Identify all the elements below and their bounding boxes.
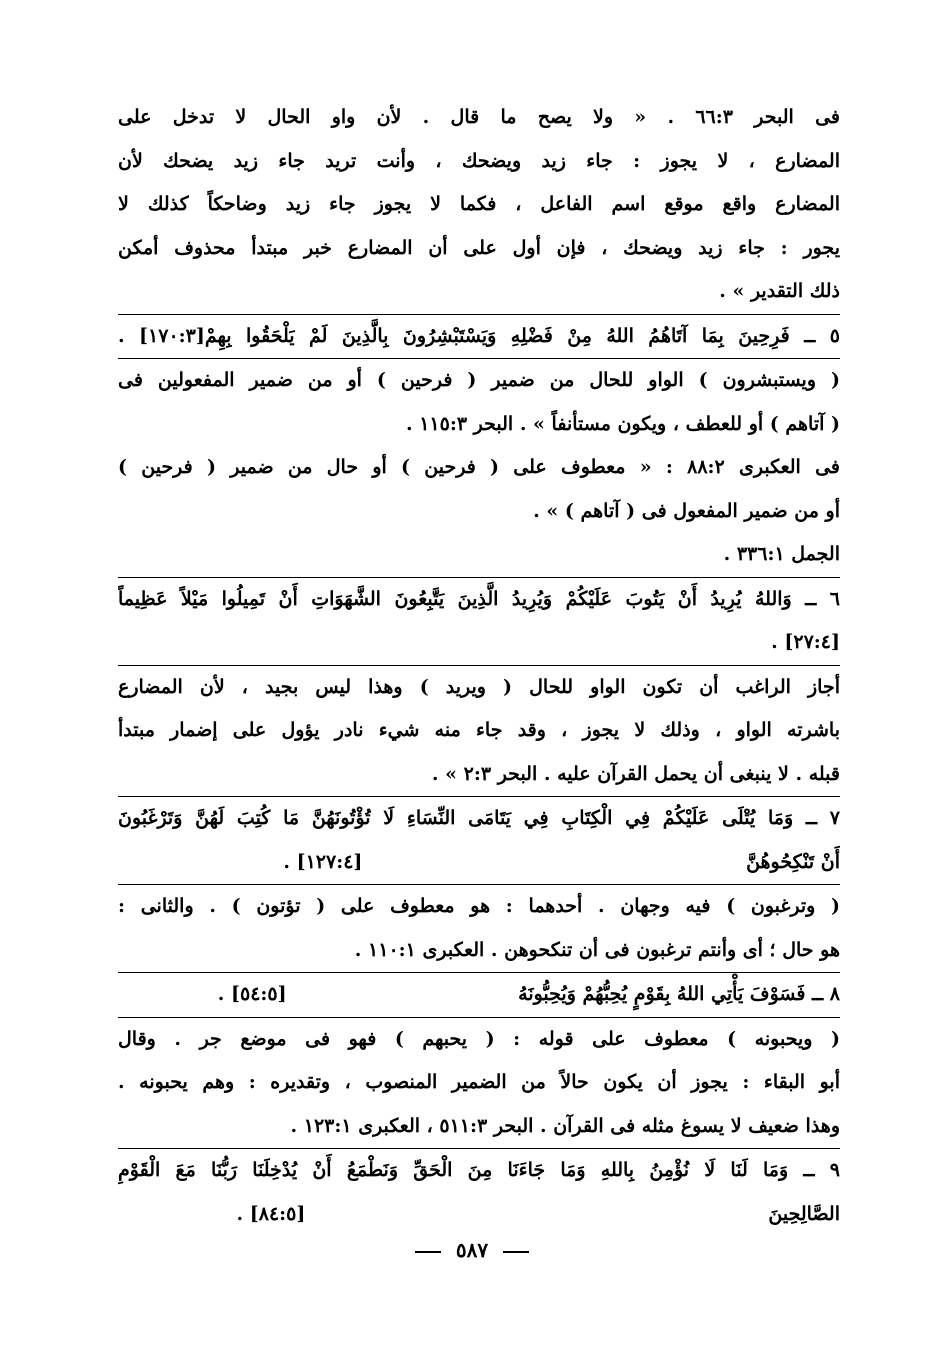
verse-9 (118, 1149, 840, 1236)
verse-line: الصَّالِحِينَ [٨٤:٥] . (236, 1202, 840, 1225)
verse-line: أَنْ تَنْكِحُوهُنَّ [١٢٧:٤] . (283, 850, 840, 873)
verse-line: ٥ ــ فَرِحِينَ بِمَا آتَاهُمُ اللهُ مِنْ فَضْلِهِ وَيَسْتَبْشِرُونَ بِالَّذِينَ لَمْ يَلْحَقُوا بِهِمْ[١٧٠:٣] . (118, 324, 840, 347)
text-line: فى العكبرى ٨٨:٢ : « معطوف على ( فرحين ) أو حال من ضمير ( فرحين ) (118, 456, 840, 478)
verse-line: [٢٧:٤] . (771, 631, 840, 653)
verse-line: ٦ ــ وَاللهُ يُرِيدُ أَنْ يَتُوبَ عَلَيْكُمْ وَيُرِيدُ الَّذِينَ يَتَّبِعُونَ الشَّهَوَاتِ أَنْ تَمِيلُوا مَيْلاً عَظِيماً (118, 587, 840, 610)
text-line: أجاز الراغب أن تكون الواو للحال ( ويريد ) وهذا ليس بجيد ، لأن المضارع (118, 675, 840, 698)
para-verse-7-commentary (118, 885, 840, 972)
verse-8 (118, 973, 840, 1017)
para-bahr-quote (118, 96, 840, 314)
text-line: ( ويحبونه ) معطوف على قوله : ( يحبهم ) فهو فى موضع جر . وقال (118, 1027, 840, 1050)
text-line: ذلك التقدير » . (719, 280, 840, 302)
verse-7 (118, 797, 840, 884)
text-line: ( آتاهم ) أو للعطف ، ويكون مستأنفاً » . البحر ١١٥:٣ . (405, 412, 840, 435)
para-verse-8-commentary (118, 1018, 840, 1149)
page-number: ٥٨٧ (455, 1238, 489, 1262)
text-line: أبو البقاء : يجوز أن يكون حالاً من الضمير المنصوب ، وتقديره : وهم يحبونه . (118, 1071, 840, 1093)
para-verse-5-commentary (118, 359, 840, 446)
text-line: قبله . لا ينبغى أن يحمل القرآن عليه . البحر ٢:٣ » . (431, 762, 840, 785)
verse-6 (118, 578, 840, 665)
text-line: باشرته الواو ، وذلك لا يجوز ، وقد جاء منه شيء نادر يؤول على إضمار مبتدأ (118, 719, 840, 741)
page-footer (0, 1238, 944, 1262)
verse-5 (118, 315, 840, 359)
text-line: الجمل ٣٣٦:١ . (723, 543, 840, 565)
footer-dash (415, 1251, 441, 1253)
verse-line: ٩ ــ وَمَا لَنَا لَا نُؤْمِنُ بِاللهِ وَمَا جَاءَنَا مِنَ الْحَقِّ وَنَطْمَعُ أَنْ يُدْخِلَنَا رَبُّنَا مَعَ الْقَوْمِ (118, 1159, 840, 1181)
text-line: أو من ضمير المفعول فى ( آتاهم ) » . (533, 499, 840, 522)
para-verse-6-commentary (118, 666, 840, 797)
footer-dash (503, 1251, 529, 1253)
para-jamal-ref (118, 533, 840, 577)
text-line: المضارع واقع موقع اسم الفاعل ، فكما لا يجوز جاء زيد وضاحكاً كذلك لا (118, 193, 840, 215)
text-line: يجور : جاء زيد ويضحك ، فإن أول على أن المضارع خبر مبتدأ محذوف أمكن (118, 236, 840, 259)
para-ukbari-quote (118, 446, 840, 533)
text-line: فى البحر ٦٦:٣ . « ولا يصح ما قال . لأن واو الحال لا تدخل على (118, 106, 840, 128)
verse-line: ٨ ــ فَسَوْفَ يَأْتِي اللهُ بِقَوْمٍ يُحِبُّهُمْ وَيُحِبُّونَهُ [٥٤:٥] . (217, 983, 840, 1005)
text-line: ( وترغبون ) فيه وجهان . أحدهما : هو معطوف على ( تؤتون ) . والثانى : (118, 895, 840, 917)
text-line: ( ويستبشرون ) الواو للحال من ضمير ( فرحين ) أو من ضمير المفعولين فى (118, 369, 840, 391)
text-line: المضارع ، لا يجوز : جاء زيد ويضحك ، وأنت تريد جاء زيد يضحك لأن (118, 149, 840, 172)
text-line: وهذا ضعيف لا يسوغ مثله فى القرآن . البحر ٥١١:٣ ، العكبرى ١٢٣:١ . (290, 1114, 840, 1137)
verse-line: ٧ ــ وَمَا يُتْلَى عَلَيْكُمْ فِي الْكِتَابِ فِي يَتَامَى النِّسَاءِ لَا تُؤْتُونَهُنَّ مَا كُتِبَ لَهُنَّ وَتَرْغَبُونَ (118, 807, 840, 829)
text-line: هو حال ؛ أى وأنتم ترغبون فى أن تنكحوهن . العكبرى ١١٠:١ . (354, 938, 840, 961)
